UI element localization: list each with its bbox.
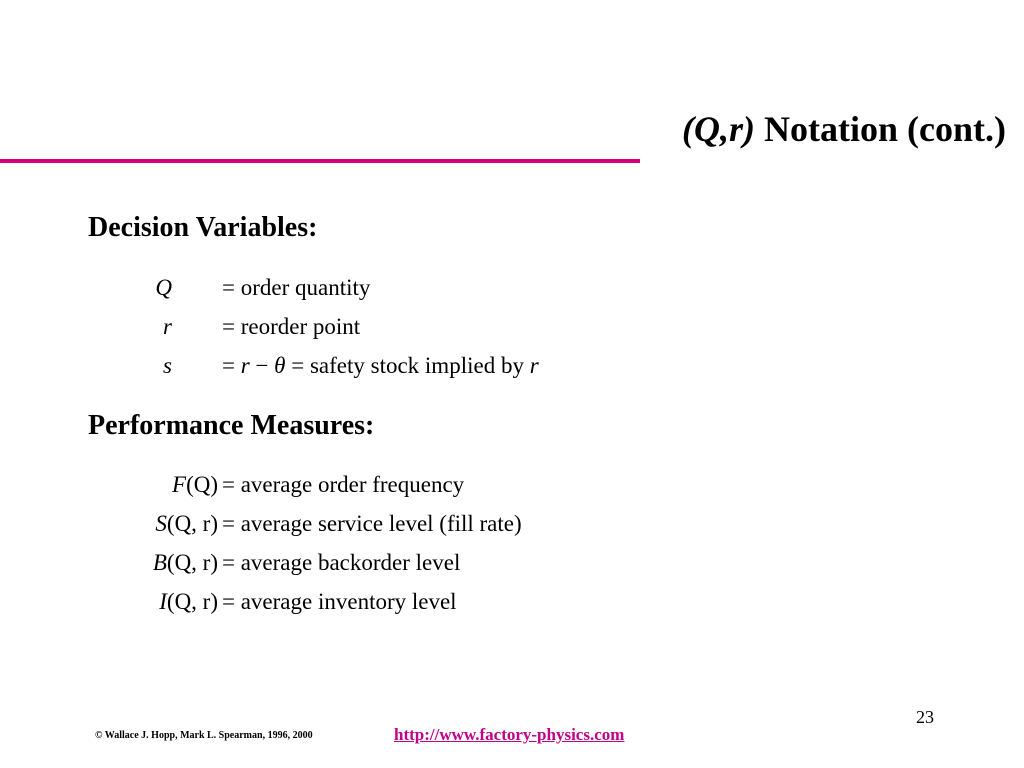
func-f: F(Q) (172, 472, 218, 497)
func-b: B(Q, r) (152, 550, 218, 575)
def-safety-stock: = r − θ = safety stock implied by r (222, 353, 539, 378)
decision-variables-heading: Decision Variables: (88, 212, 318, 243)
performance-measures-heading: Performance Measures: (88, 410, 375, 441)
def-service-level: = average service level (fill rate) (222, 511, 522, 536)
def-inventory-level: = average inventory level (222, 589, 457, 614)
def-reorder-point: = reorder point (222, 314, 361, 339)
page-number: 23 (916, 707, 934, 727)
factory-physics-link[interactable]: http://www.factory-physics.com (394, 725, 625, 744)
copyright-notice: © Wallace J. Hopp, Mark L. Spearman, 1996, 2000 (95, 730, 313, 741)
func-s: S(Q, r) (155, 511, 218, 536)
var-q: Q (155, 275, 172, 300)
func-i: I(Q, r) (159, 589, 218, 614)
var-r: r (163, 314, 172, 339)
def-order-frequency: = average order frequency (222, 472, 465, 497)
title-italic: (Q,r) (682, 109, 756, 149)
var-s: s (163, 353, 172, 378)
title-text: Notation (cont.) (764, 109, 1006, 149)
def-order-quantity: = order quantity (222, 275, 371, 300)
def-backorder-level: = average backorder level (222, 550, 461, 575)
title-rule (0, 159, 640, 163)
slide-title (0, 108, 1006, 150)
